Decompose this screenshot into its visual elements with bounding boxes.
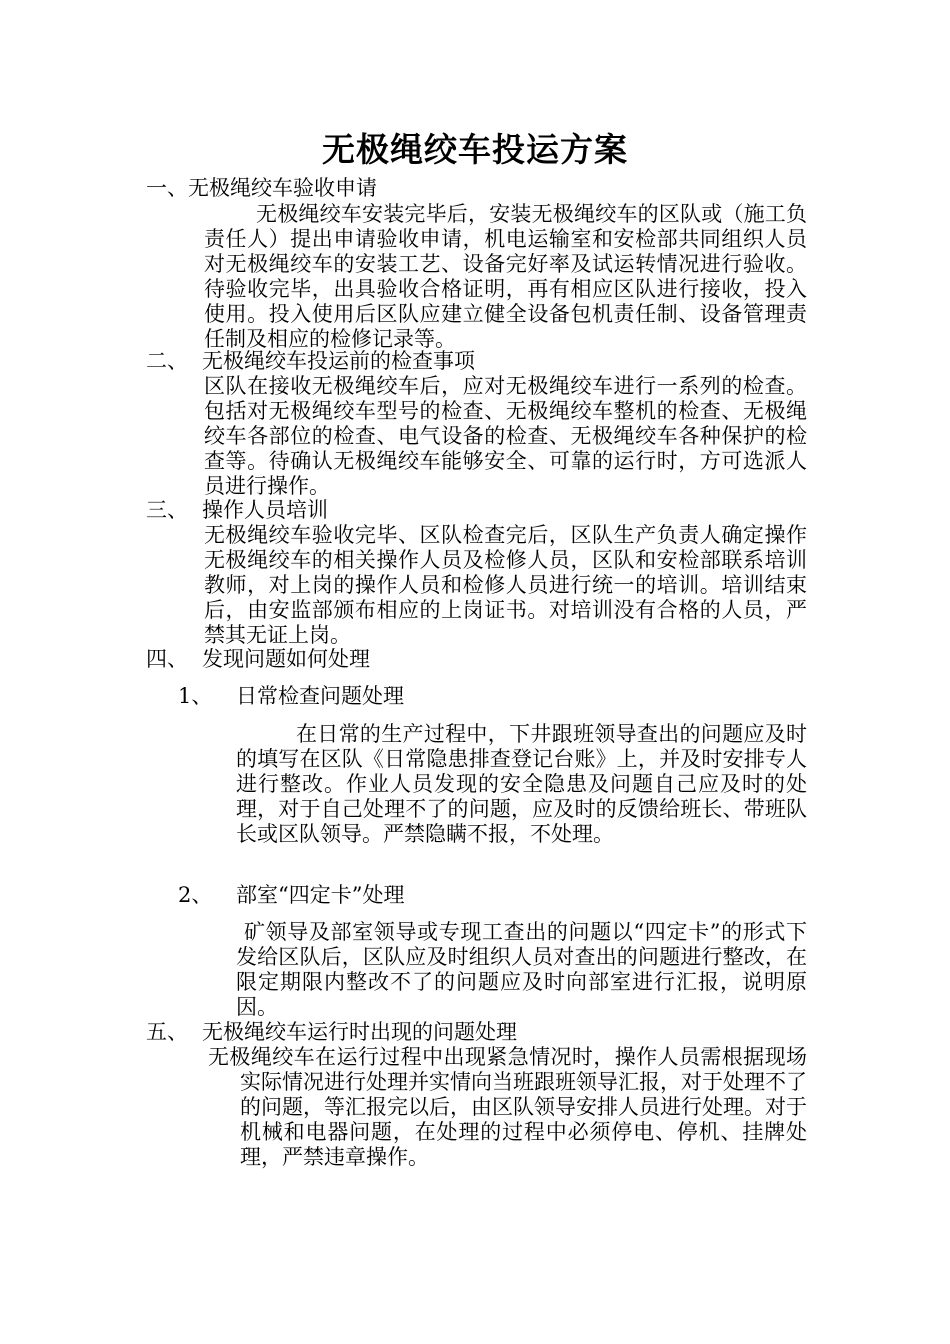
section-3-heading (146, 498, 328, 523)
section-5-body: 无极绳绞车在运行过程中出现紧急情况时，操作人员需根据现场实际情况进行处理并实情向当班跟班领导汇报，对于处理不了的问题，等汇报完以后，由区队领导安排人员进行处理。对于机械和电器问题，在处理的过程中必须停电、停机、挂牌处理，严禁违章操作。 (208, 1045, 807, 1169)
subsection-2-body: 矿领导及部室领导或专现工查出的问题以“四定卡”的形式下发给区队后，区队应及时组织人员对查出的问题进行整改，在限定期限内整改不了的问题应及时向部室进行汇报，说明原因。 (236, 920, 807, 1019)
subsection-2-title: 部室“四定卡”处理 (236, 883, 405, 907)
section-5-heading (146, 1020, 517, 1045)
subsection-1-body: 在日常的生产过程中，下井跟班领导查出的问题应及时的填写在区队《日常隐患排查登记台账》上，并及时安排专人进行整改。作业人员发现的安全隐患及问题自己应及时的处理，对于自己处理不了的问题，应及时的反馈给班长、带班队长或区队领导。严禁隐瞒不报，不处理。 (236, 722, 807, 846)
section-2-body: 区队在接收无极绳绞车后，应对无极绳绞车进行一系列的检查。包括对无极绳绞车型号的检查、无极绳绞车整机的检查、无极绳绞车各部位的检查、电气设备的检查、无极绳绞车各种保护的检查等。待确认无极绳绞车能够安全、可靠的运行时，方可选派人员进行操作。 (204, 374, 807, 498)
section-5-number: 五、 (146, 1020, 188, 1044)
section-1-body: 无极绳绞车安装完毕后，安装无极绳绞车的区队或（施工负责任人）提出申请验收申请，机电运输室和安检部共同组织人员对无极绳绞车的安装工艺、设备完好率及试运转情况进行验收。待验收完毕，出具验收合格证明，再有相应区队进行接收，投入使用。投入使用后区队应建立健全设备包机责任制、设备管理责任制及相应的检修记录等。 (204, 202, 807, 351)
subsection-1-number: 1、 (178, 684, 213, 708)
subsection-1-title: 日常检查问题处理 (236, 684, 404, 708)
subsection-2-number: 2、 (178, 883, 213, 907)
section-1-heading (146, 176, 377, 201)
section-1-title: 无极绳绞车验收申请 (188, 176, 377, 200)
section-5-title: 无极绳绞车运行时出现的问题处理 (202, 1020, 517, 1044)
section-3-body: 无极绳绞车验收完毕、区队检查完后，区队生产负责人确定操作无极绳绞车的相关操作人员及检修人员，区队和安检部联系培训教师，对上岗的操作人员和检修人员进行统一的培训。培训结束后，由安监部颁布相应的上岗证书。对培训没有合格的人员，严禁其无证上岗。 (204, 523, 807, 647)
document-title: 无极绳绞车投运方案 (322, 130, 628, 169)
section-4-number: 四、 (146, 647, 188, 671)
section-1-number: 一、 (146, 176, 188, 200)
section-2-heading (146, 349, 475, 374)
section-3-title: 操作人员培训 (202, 498, 328, 522)
section-4-title: 发现问题如何处理 (202, 647, 370, 671)
subsection-1-heading (178, 684, 404, 709)
section-2-number: 二、 (146, 349, 188, 373)
section-4-heading (146, 647, 370, 672)
section-2-title: 无极绳绞车投运前的检查事项 (202, 349, 475, 373)
section-3-number: 三、 (146, 498, 188, 522)
subsection-2-heading (178, 883, 404, 908)
